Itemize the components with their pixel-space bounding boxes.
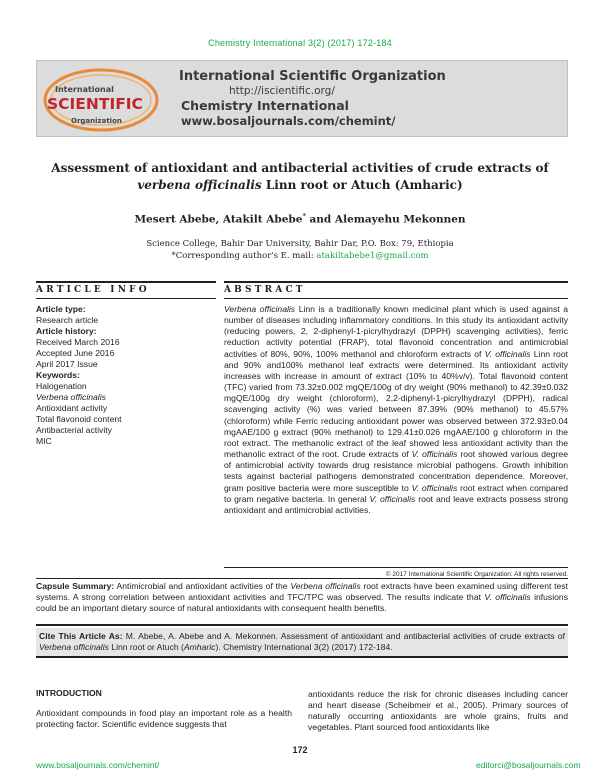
- abstract-top-rule: [224, 281, 568, 283]
- capsule-summary: Capsule Summary: Antimicrobial and antioxidant activities of the Verbena officinalis root extracts have been examined using different test systems. A strong correlation between antioxidant activities and TFC/TPC was observed. The results indicate that V. officinalis infusions could be an important dietary source of natural antioxidants with consequent health benefits.: [36, 581, 568, 613]
- banner-journal: Chemistry International: [181, 98, 349, 113]
- title-part1: Assessment of antioxidant and antibacterial activities of crude extracts of: [51, 161, 549, 175]
- article-info: [36, 304, 216, 447]
- corresponding-email-link[interactable]: atakiltabebe1@gmail.com: [316, 251, 429, 261]
- capsule-label: Capsule Summary:: [36, 581, 115, 591]
- banner-url[interactable]: http://iscientific.org/: [229, 85, 335, 97]
- affiliation: Science College, Bahir Dar University, Bahir Dar, P.O. Box: 79, Ethiopia: [146, 239, 454, 249]
- running-head: Chemistry International 3(2) (2017) 172-184: [208, 38, 392, 48]
- info-sub-rule: [36, 298, 216, 299]
- info-top-rule: [36, 281, 216, 283]
- author-list-2: and Alemayehu Mekonnen: [305, 213, 466, 226]
- authors: [0, 212, 600, 226]
- page-number: 172: [292, 745, 308, 755]
- banner-site[interactable]: www.bosaljournals.com/chemint/: [181, 114, 396, 128]
- keywords-label: Keywords:: [36, 370, 80, 380]
- keyword: Antioxidant activity: [36, 403, 108, 413]
- author-list-1: Mesert Abebe, Atakilt Abebe: [134, 213, 303, 226]
- cite-top-rule: [36, 624, 568, 626]
- abstract-sub-rule: [224, 298, 568, 299]
- article-title: [30, 160, 570, 194]
- cite-bottom-rule: [36, 656, 568, 658]
- logo-main-text: SCIENTIFIC: [47, 95, 143, 113]
- banner-org: International Scientific Organization: [179, 69, 446, 84]
- cite-this-article: Cite This Article As: M. Abebe, A. Abebe and A. Mekonnen. Assessment of antioxidant and antibacterial activities of crude extracts of Verbena officinalis Linn root or Atuch (Amharic). Chemistry International 3(2) (2017) 172-184.: [36, 628, 568, 656]
- issue-date: April 2017 Issue: [36, 359, 98, 369]
- article-info-heading: ARTICLE INFO: [36, 285, 150, 295]
- cite-label: Cite This Article As:: [39, 631, 123, 641]
- article-history-label: Article history:: [36, 326, 97, 336]
- affiliation-block: [0, 238, 600, 262]
- logo-bottom-text: Organization: [71, 117, 122, 125]
- article-type-label: Article type:: [36, 304, 86, 314]
- received-date: Received March 2016: [36, 337, 120, 347]
- footer-website-link[interactable]: www.bosaljournals.com/chemint/: [36, 760, 160, 770]
- footer-email-link[interactable]: editorci@bosaljournals.com: [476, 760, 581, 770]
- corresponding-author: [0, 250, 600, 262]
- keyword: MIC: [36, 436, 52, 446]
- organization-logo: [41, 66, 171, 134]
- keyword: Total flavonoid content: [36, 414, 122, 424]
- abstract-heading: ABSTRACT: [224, 285, 306, 295]
- corresponding-label: *Corresponding author's E. mail:: [171, 251, 317, 261]
- banner-text: [179, 69, 479, 129]
- copyright: © 2017 International Scientific Organization: All rights reserved.: [385, 571, 568, 578]
- keyword: Verbena officinalis: [36, 392, 106, 402]
- title-italic: verbena officinalis: [137, 178, 262, 192]
- capsule-top-rule: [36, 578, 568, 579]
- journal-banner: [36, 60, 568, 137]
- corresponding-mark: *: [302, 212, 306, 220]
- keyword: Antibacterial activity: [36, 425, 112, 435]
- introduction-heading: INTRODUCTION: [36, 688, 102, 698]
- accepted-date: Accepted June 2016: [36, 348, 115, 358]
- intro-right-text: antioxidants reduce the risk for chronic diseases including cancer and heart disease (Scheibmeir et al., 2005). Primary sources of naturally occurring antioxidants are whole grains, fruits and vegetables. Plant sourced food antioxidants like: [308, 689, 568, 732]
- intro-left-text: Antioxidant compounds in food play an important role as a health protecting factor. Scientific evidence suggests that: [36, 708, 292, 729]
- abstract-text: Verbena officinalis Linn is a traditionally known medicinal plant which is used against a number of diseases including inflammatory conditions. In this study its antioxidant activity (reducing powers, 2, 2-diphenyl-1-picrylhydrazyl (DPPH) scavenging activities), ferric reduction activity potential (FRAP), total flavonoid concentration and antimicrobial activities of 80%, 90%, 100% methanol and chloroform extracts of V. officinalis Linn root and 90% and100% methanol leaf extracts were determined. Its antioxidant activity increases with increase in amount of extract (10% to 40%v/v). Total flavonoid content (TFC) varied from 73.32±0.002 mgQE/100g of dry weight (90% methanol) to 42.39±0.032 mgQE/100g dry weight (chloroform), 2,2-diphenyl-1-picrylhydrazyl (DPPH), radical scavenging activity (%) was varied between 87.39% (90% methanol) to 45.57% (chloroform) while Ferric reducing antioxidant power was observed between 372.93±0.04 mgAAE/100 g extract (90% methanol) to 129.41±0.026 mgAAE/100 g chloroform in the root extract. The methanolic extract of the leaf showed less antioxidant activity than the methanolic extract of the root. Crude extracts of V. officinalis root showed various degree of antimicrobial activity towards drug resistance microbial pathogens. Growth inhibition tests against bacterial pathogens demonstrated concentration dependence. Moreover, gram positive bacteria were more susceptible to V. officinalis root extract when compared to gram negative bacteria. In general V. officinalis root and leave extracts possess strong antioxidant and antimicrobial activities.: [224, 304, 568, 515]
- title-part2: Linn root or Atuch (Amharic): [261, 178, 463, 192]
- logo-top-text: International: [55, 85, 114, 94]
- intro-left-column: [36, 688, 292, 730]
- abstract-bottom-rule: [224, 567, 568, 568]
- keyword: Halogenation: [36, 381, 87, 391]
- article-type-value: Research article: [36, 315, 99, 325]
